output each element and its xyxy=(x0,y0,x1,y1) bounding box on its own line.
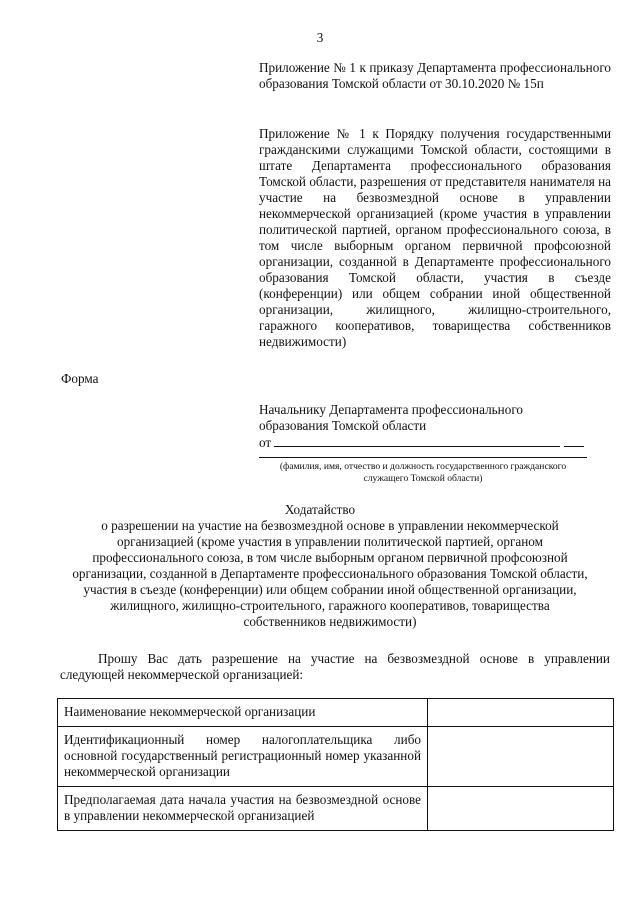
petition-subject: о разрешении на участие на безвозмездной основе в управлении некоммерческой организацией (кроме участия в управлении политической партией, органом профессионального союза, в том числе выборным органом первичной профсоюзной организации, созданной в Департаменте профессионального образования Томской области, участия в съезде (конференции) или общем собрании иной общественной организации, жилищного, жилищно-строительного, гаражного кооперативов, товарищества собственников недвижимости) xyxy=(72,518,588,629)
table-label-cell: Наименование некоммерческой организации xyxy=(58,699,428,727)
appendix-procedure-reference: Приложение № 1 к Порядку получения государственными гражданскими служащими Томской области, состоящими в штате Департамента профессионального образования Томской области, разрешения от представителя нанимателя на участие на безвозмездной основе в управлении некоммерческой организацией (кроме участия в управлении политической партией, органом профессионального союза, в том числе выборным органом первичной профсоюзной организации, созданной в Департаменте профессионального образования Томской области, участия в съезде (конференции) или общем собрании иной общественной организации, жилищного, жилищно-строительного, гаражного кооперативов, товарищества собственников недвижимости) xyxy=(259,126,611,349)
addressee-from-line xyxy=(259,434,599,451)
table-label-cell: Идентификационный номер налогоплательщика либо основной государственный регистрационный номер указанной некоммерческой организации xyxy=(58,727,428,787)
addressee-line-1: Начальнику Департамента профессионального xyxy=(259,402,523,417)
table-row xyxy=(58,787,614,831)
table-value-cell[interactable] xyxy=(428,699,614,727)
addressee-line-2: образования Томской области xyxy=(259,418,427,433)
form-label: Форма xyxy=(61,371,99,386)
appendix-order-reference: Приложение № 1 к приказу Департамента профессионального образования Томской области от 30.10.2020 № 15п xyxy=(259,60,611,91)
addressee-from-prefix: от xyxy=(259,435,272,450)
page-number: 3 xyxy=(316,30,324,45)
table-label-cell: Предполагаемая дата начала участия на безвозмездной основе в управлении некоммерческой организацией xyxy=(58,787,428,831)
signature-fill-line[interactable] xyxy=(259,457,587,458)
request-paragraph: Прошу Вас дать разрешение на участие на безвозмездной основе в управлении следующей некоммерческой организацией: xyxy=(60,651,610,682)
from-fill-line-end xyxy=(564,434,584,447)
petition-title: Ходатайство xyxy=(284,502,356,517)
table-value-cell[interactable] xyxy=(428,787,614,831)
addressee-block xyxy=(259,402,599,451)
signature-caption: (фамилия, имя, отчество и должность государственного гражданского служащего Томской области) xyxy=(279,461,567,484)
organization-table xyxy=(57,698,614,831)
table-value-cell[interactable] xyxy=(428,727,614,787)
table-row xyxy=(58,727,614,787)
table-row xyxy=(58,699,614,727)
from-fill-line[interactable] xyxy=(274,434,560,447)
